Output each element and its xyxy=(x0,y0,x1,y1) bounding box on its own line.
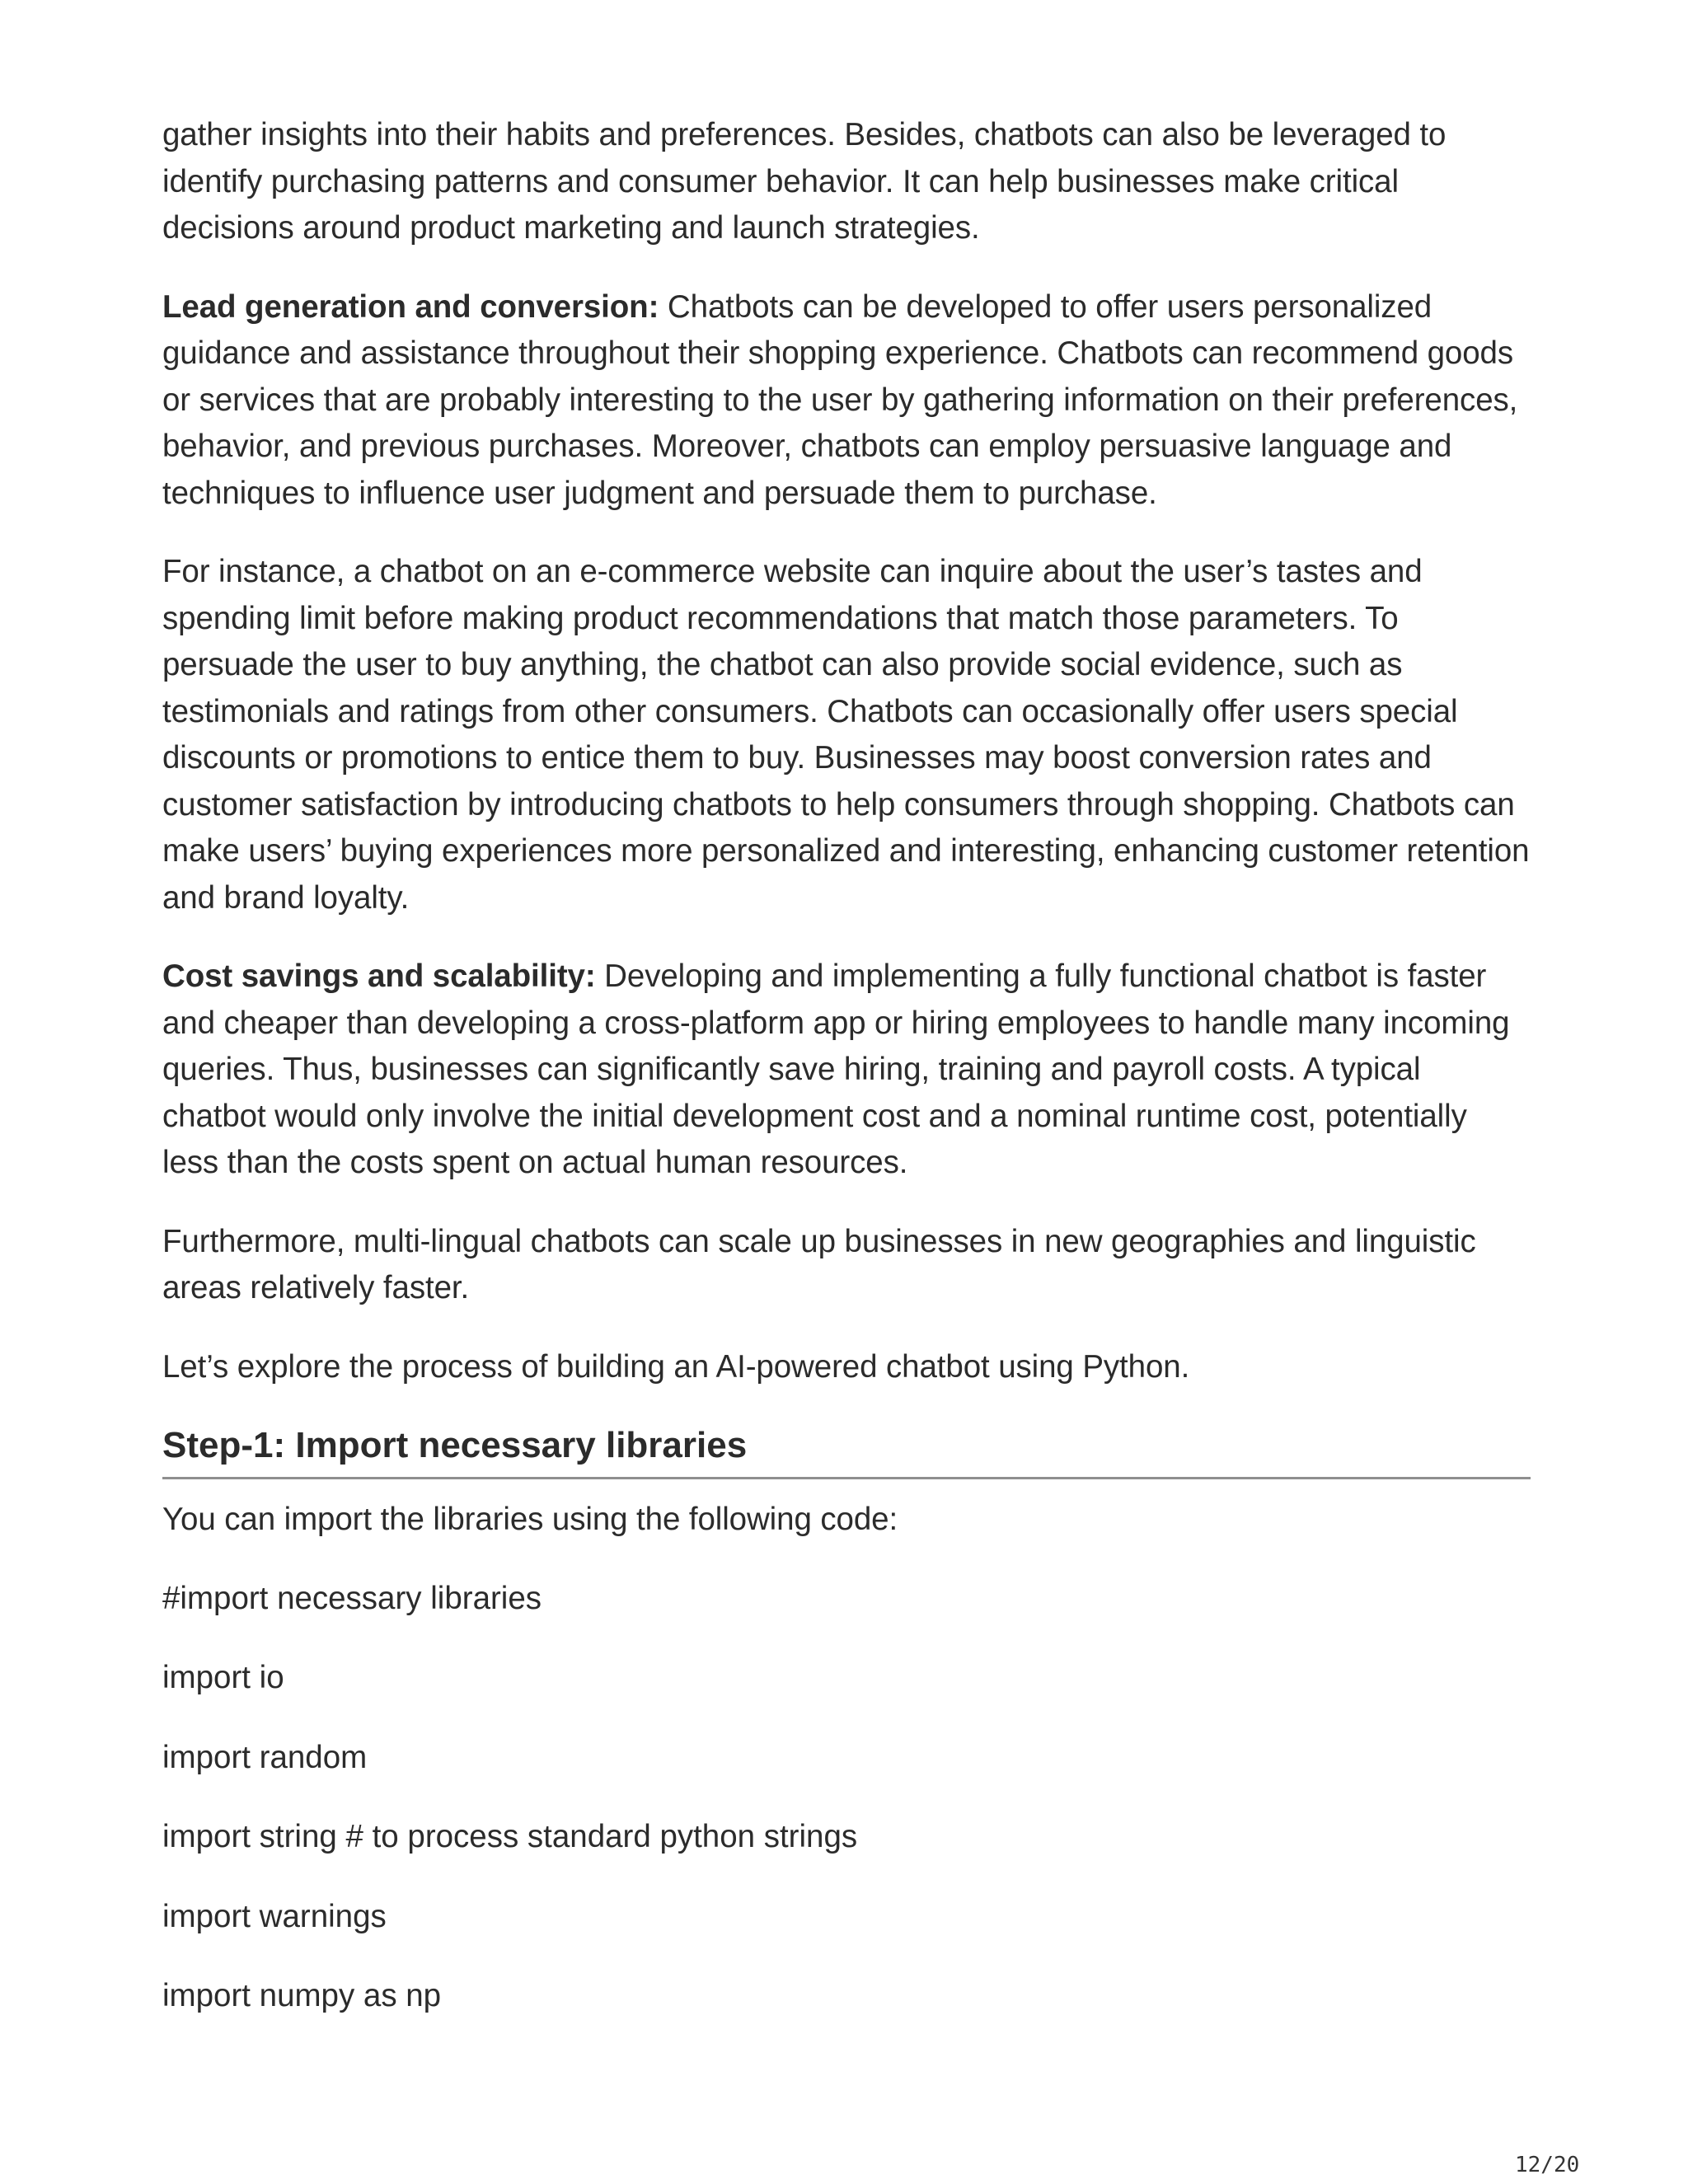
page-number: 12/20 xyxy=(1515,2153,1580,2177)
code-line: import random xyxy=(162,1739,368,1775)
paragraph-text: Chatbots can be developed to offer users personalized guidance and assistance throughout their shopping experience. Chatbots can recommend goods or services that are probably interesting to the user by gathering information on their preferences, behavior, and previous purchases. Moreover, chatbots can employ persuasive language and techniques to influence user judgment and persuade them to purchase. xyxy=(162,288,1518,511)
paragraph-multilingual xyxy=(162,1219,1531,1312)
paragraph-text: gather insights into their habits and preferences. Besides, chatbots can also be leveraged to identify purchasing patterns and consumer behavior. It can help businesses make critical decisions around product marketing and launch strategies. xyxy=(162,117,1447,246)
paragraph-text: Let’s explore the process of building an AI-powered chatbot using Python. xyxy=(162,1348,1190,1385)
code-line: import warnings xyxy=(162,1898,387,1934)
step-heading: Step-1: Import necessary libraries xyxy=(162,1422,1531,1479)
code-line: import string # to process standard python strings xyxy=(162,1819,858,1854)
paragraph-lead-generation xyxy=(162,284,1531,518)
code-line: #import necessary libraries xyxy=(162,1580,542,1616)
paragraph-cost-savings xyxy=(162,954,1531,1187)
paragraph-ecommerce-example xyxy=(162,549,1531,921)
code-line: import io xyxy=(162,1660,284,1695)
paragraph-text: Furthermore, multi-lingual chatbots can scale up businesses in new geographies and linguistic areas relatively faster. xyxy=(162,1223,1476,1305)
code-line: import numpy as np xyxy=(162,1978,442,2013)
paragraph-text: Developing and implementing a fully functional chatbot is faster and cheaper than developing a cross-platform app or hiring employees to handle many incoming queries. Thus, businesses can significantly save hiring, training and payroll costs. A typical chatbot would only involve the initial development cost and a nominal runtime cost, potentially less than the costs spent on actual human resources. xyxy=(162,958,1510,1180)
step-intro: You can import the libraries using the following code: xyxy=(162,1502,898,1537)
paragraph-explore xyxy=(162,1344,1531,1391)
article-body xyxy=(162,112,1531,2053)
paragraph-lead-label: Lead generation and conversion: xyxy=(162,288,659,325)
paragraph-text: For instance, a chatbot on an e-commerce website can inquire about the user’s tastes and spending limit before making product recommendations that match those parameters. To persuade the user to buy anything, the chatbot can also provide social evidence, such as testimonials and ratings from other consumers. Chatbots can occasionally offer users special discounts or promotions to entice them to buy. Businesses may boost conversion rates and customer satisfaction by introducing chatbots to help consumers through shopping. Chatbots can make users’ buying experiences more personalized and interesting, enhancing customer retention and brand loyalty. xyxy=(162,554,1530,916)
paragraph-lead-label: Cost savings and scalability: xyxy=(162,958,596,994)
code-listing xyxy=(162,1576,1531,2020)
paragraph-insights xyxy=(162,112,1531,252)
